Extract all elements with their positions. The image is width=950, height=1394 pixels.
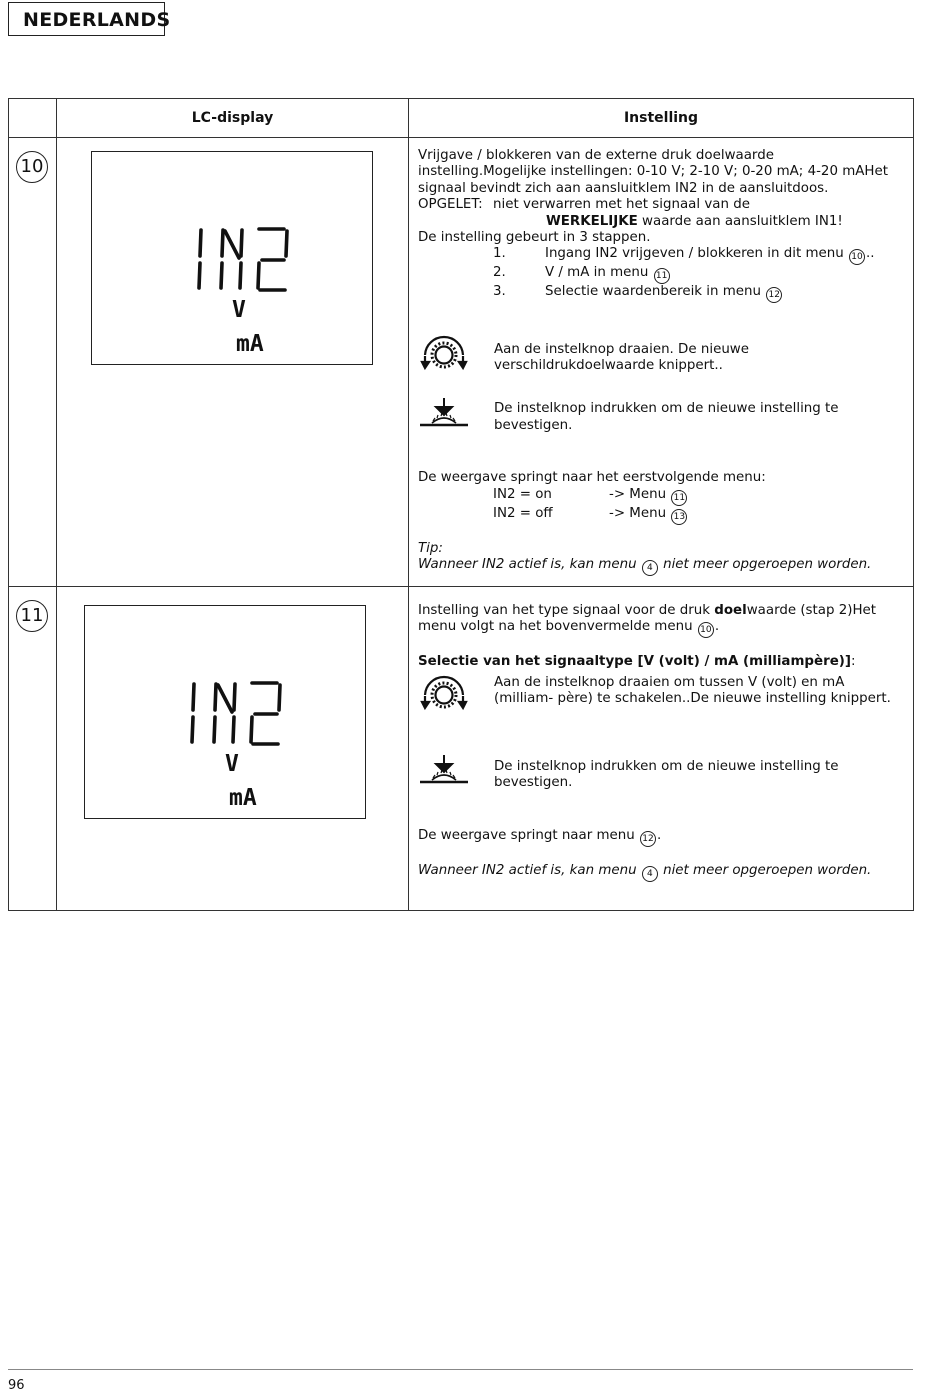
table-row <box>9 138 914 587</box>
lcd-segment-text <box>188 680 298 750</box>
rotate-knob-icon <box>418 675 494 720</box>
menu-number-cell <box>9 138 57 587</box>
tip-text: Wanneer IN2 actief is, kan menu 4 niet meer opgeroepen worden. <box>418 557 905 576</box>
rotate-knob-icon <box>418 335 494 380</box>
tip-label: Tip: <box>418 540 443 556</box>
menu-ref: 12 <box>640 831 656 847</box>
rotate-instruction: Aan de instelknop draaien. De nieuwe verschildrukdoelwaarde knippert.. <box>494 341 749 374</box>
intro-text: Instelling van het type signaal voor de druk doelwaarde (stap 2)Het menu volgt na het bovenvermelde menu 10 . <box>418 603 905 638</box>
intro-text: Vrijgave / blokkeren van de externe druk doelwaarde instelling.Mogelijke instellingen: 0-10 V; 2-10 V; 0-20 mA; 4-20 mAHet signaal bevindt zich aan aansluitklem IN2 in de aansluitdoos. <box>418 148 888 196</box>
list-item: IN2 = on -> Menu 11 <box>418 487 905 506</box>
tip-text: Wanneer IN2 actief is, kan menu 4 niet meer opgeroepen worden. <box>418 863 905 882</box>
lcd-unit-volt: V <box>232 297 246 323</box>
settings-table <box>8 98 914 911</box>
lcd-cell <box>57 138 409 587</box>
lcd-unit-milliamp: mA <box>229 785 257 811</box>
press-instruction: De instelknop indrukken om de nieuwe instelling te bevestigen. <box>494 758 839 790</box>
list-item: IN2 = off -> Menu 13 <box>418 506 905 525</box>
menu-ref: 4 <box>642 866 658 882</box>
menu-ref: 10 <box>849 249 865 265</box>
list-item: 1. Ingang IN2 vrijgeven / blokkeren in dit menu 10 .. <box>418 246 905 265</box>
menu-ref: 11 <box>654 268 670 284</box>
section-title: Selectie van het signaaltype [V (volt) / mA (milliampère)] <box>418 654 852 670</box>
press-knob-icon <box>418 397 494 438</box>
menu-ref: 4 <box>642 560 658 576</box>
lcd-display <box>84 605 366 819</box>
menu-number: 10 <box>16 151 48 183</box>
page-number: 96 <box>8 1378 25 1393</box>
warning-emphasis: WERKELIJKE <box>546 213 638 229</box>
warning-rest: waarde aan aansluitklem IN1! <box>637 213 843 229</box>
press-knob-icon <box>418 754 494 795</box>
setting-cell <box>409 138 914 587</box>
menu-number: 11 <box>16 600 48 632</box>
press-instruction: De instelknop indrukken om de nieuwe instelling te bevestigen. <box>494 401 839 433</box>
menu-ref: 12 <box>766 287 782 303</box>
menu-ref: 10 <box>698 622 714 638</box>
menu-number-cell <box>9 587 57 911</box>
list-item: 2. V / mA in menu 11 <box>418 265 905 284</box>
jump-text: De weergave springt naar het eerstvolgende menu: <box>418 470 766 486</box>
menu-ref: 13 <box>671 509 687 525</box>
table-row <box>9 587 914 911</box>
setting-cell: Instelling van het type signaal voor de druk doelwaarde (stap 2)Het menu volgt na het bovenvermelde menu 10 . Selectie van het signaaltype [V (volt) / mA (milliampère)]: Aan de instelknop draaien om tussen V (volt) en mA (milliam- père) te schakelen..De nieuwe instelling knippert. De instelknop indrukken om de nieuwe instelling te bevestigen. De weergave springt naar menu 12 . Wanneer IN2 actief is, kan menu 4 niet meer opgeroepen worden. <box>409 587 914 911</box>
lcd-display <box>91 151 373 365</box>
jump-text: De weergave springt naar menu 12 . <box>418 828 905 847</box>
lcd-unit-volt: V <box>225 751 239 777</box>
rotate-instruction: Aan de instelknop draaien om tussen V (volt) en mA (milliam- père) te schakelen..De nieuwe instelling knippert. <box>494 674 891 707</box>
steps-intro: De instelling gebeurt in 3 stappen. <box>418 230 651 246</box>
warning-text: niet verwarren met het signaal van de <box>493 197 750 213</box>
lcd-segment-text <box>195 226 305 296</box>
header-setting: Instelling <box>409 99 914 138</box>
menu-ref: 11 <box>671 490 687 506</box>
language-label: NEDERLANDS <box>8 2 165 36</box>
list-item: 3. Selectie waardenbereik in menu 12 <box>418 284 905 303</box>
lcd-unit-milliamp: mA <box>236 331 264 357</box>
lcd-cell <box>57 587 409 911</box>
footer-divider <box>8 1369 913 1370</box>
warning-label: OPGELET: <box>418 197 483 213</box>
header-display: LC-display <box>57 99 409 138</box>
table-header-row <box>9 99 914 138</box>
header-num-cell <box>9 99 57 138</box>
